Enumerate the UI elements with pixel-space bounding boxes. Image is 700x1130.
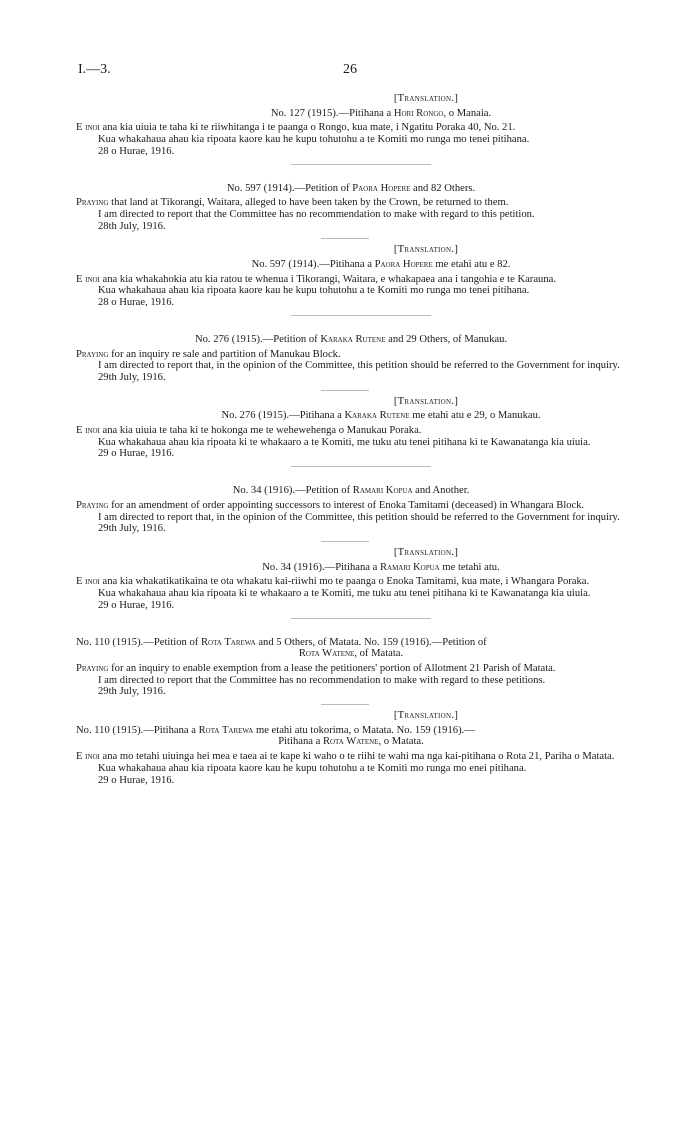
section-divider bbox=[321, 541, 369, 543]
report-date: 29 o Hurae, 1916. bbox=[98, 774, 175, 786]
report-date: 29 o Hurae, 1916. bbox=[98, 599, 175, 611]
petition-title: No. 110 (1915).—Pitihana a Rota Tarewa me etahi atu tokorima, o Matata. No. 159 (1916).— bbox=[76, 724, 475, 736]
petitioner-name: Rota Watene bbox=[322, 736, 379, 748]
document-reference: I.—3. bbox=[78, 62, 111, 77]
translation-label: [Translation.] bbox=[393, 546, 459, 558]
page-header bbox=[0, 62, 700, 84]
section-divider bbox=[321, 390, 369, 392]
petitioner-name: Karaka Rutene bbox=[320, 333, 386, 345]
petition-title: No. 276 (1915).—Pitihana a Karaka Rutene me etahi atu e 29, o Manukau. bbox=[221, 410, 541, 422]
petition-section bbox=[76, 725, 626, 787]
committee-report: Kua whakahaua ahau kia ripoata kaore kau he kupu tohutohu a te Komiti mo runga mo tenei pitihana. bbox=[98, 134, 530, 146]
petition-title: No. 597 (1914).—Petition of Paora Hopere and 82 Others. bbox=[226, 182, 476, 194]
report-date: 28 o Hurae, 1916. bbox=[98, 297, 175, 309]
petition-title-continued: Pitihana a Rota Watene, o Matata. bbox=[278, 736, 424, 748]
petition-body: E inoi ana kia whakatikatikaina te ota whakatu kai-riiwhi mo te paanga o Enoka Tamitami, kua mate, i Whangara Poraka. bbox=[76, 576, 590, 588]
petition-body: E inoi ana mo tetahi uiuinga hei mea e taea ai te kape ki waho o te riihi te wahi ma nga kai-pitihana o Rota 21, Pariha o Matata. bbox=[76, 751, 615, 763]
petitioner-name: Paora Hopere bbox=[352, 182, 411, 194]
petition-body: E inoi ana kia whakahokia atu kia ratou te whenua i Tikorangi, Waitara, e whakapaea ana i tangohia e te Karauna. bbox=[76, 273, 556, 285]
petitioner-name: Paora Hopere bbox=[374, 259, 433, 271]
petitioner-name: Ramari Kopua bbox=[352, 485, 413, 497]
translation-label: [Translation.] bbox=[393, 710, 459, 722]
petitioner-name: Rota Watene bbox=[298, 648, 355, 660]
page-content bbox=[76, 93, 626, 786]
petition-title: No. 597 (1914).—Pitihana a Paora Hopere me etahi atu e 82. bbox=[251, 259, 511, 271]
petitioner-name: Hori Rongo bbox=[393, 107, 444, 119]
translation-label: [Translation.] bbox=[393, 93, 459, 104]
report-date: 28th July, 1916. bbox=[98, 220, 166, 232]
petition-title: No. 110 (1915).—Petition of Rota Tarewa and 5 Others, of Matata. No. 159 (1916).—Petition of bbox=[76, 636, 487, 648]
petition-body: E inoi ana kia uiuia te taha ki te hokonga me te wehewehenga o Manukau Poraka. bbox=[76, 425, 422, 437]
petitioner-name: Rota Tarewa bbox=[198, 724, 254, 736]
petitioner-name: Karaka Rutene bbox=[344, 410, 410, 422]
petition-section bbox=[76, 259, 626, 309]
petition-section bbox=[76, 637, 626, 699]
committee-report: I am directed to report that the Committee has no recommendation to make with regard to these petitions. bbox=[98, 674, 546, 686]
petition-body: Praying for an inquiry re sale and partition of Manukau Block. bbox=[76, 348, 341, 360]
report-date: 28 o Hurae, 1916. bbox=[98, 145, 175, 157]
committee-report: Kua whakahaua ahau kia ripoata kaore kau he kupu tohutohu a te Komiti mo runga mo tenei pitihana. bbox=[98, 285, 530, 297]
petition-title-continued: Rota Watene, of Matata. bbox=[298, 648, 404, 660]
petition-body: Praying for an amendment of order appointing successors to interest of Enoka Tamitami (deceased) in Whangara Block. bbox=[76, 499, 585, 511]
petition-section bbox=[76, 183, 626, 233]
petition-body: Praying for an inquiry to enable exemption from a lease the petitioners' portion of Allotment 21 Parish of Matata. bbox=[76, 662, 556, 674]
section-divider bbox=[321, 704, 369, 706]
report-date: 29th July, 1916. bbox=[98, 371, 166, 383]
translation-label: [Translation.] bbox=[393, 395, 459, 407]
petition-section bbox=[76, 108, 626, 158]
petition-section bbox=[76, 485, 626, 535]
petitioner-name: Ramari Kopua bbox=[379, 561, 440, 573]
page-number: 26 bbox=[343, 62, 357, 77]
report-date: 29th July, 1916. bbox=[98, 523, 166, 535]
petition-title: No. 34 (1916).—Petition of Ramari Kopua and Another. bbox=[232, 485, 470, 497]
committee-report: I am directed to report that, in the opinion of the Committee, this petition should be referred to the Government for inquiry. bbox=[98, 360, 620, 372]
committee-report: Kua whakahaua ahau kia ripoata kaore kau he kupu tohutohu a te Komiti mo runga mo enei pitihana. bbox=[98, 762, 527, 774]
translation-label: [Translation.] bbox=[393, 244, 459, 256]
petition-body: E inoi ana kia uiuia te taha ki te riiwhitanga i te paanga o Rongo, kua mate, i Ngatitu Poraka 40, No. 21. bbox=[76, 122, 516, 134]
petition-body: Praying that land at Tikorangi, Waitara, alleged to have been taken by the Crown, be returned to them. bbox=[76, 197, 509, 209]
committee-report: I am directed to report that, in the opinion of the Committee, this petition should be referred to the Government for inquiry. bbox=[98, 511, 620, 523]
petition-section bbox=[76, 562, 626, 612]
petition-title: No. 276 (1915).—Petition of Karaka Rutene and 29 Others, of Manukau. bbox=[194, 333, 508, 345]
petition-section bbox=[76, 410, 626, 460]
report-date: 29 o Hurae, 1916. bbox=[98, 448, 175, 460]
petition-section bbox=[76, 334, 626, 384]
petition-title: No. 34 (1916).—Pitihana a Ramari Kopua me tetahi atu. bbox=[262, 561, 500, 573]
committee-report: Kua whakahaua ahau kia ripoata ki te whakaaro a te Komiti, me tuku atu tenei pitihana ki te Kawanatanga kia uiuia. bbox=[98, 588, 591, 600]
section-divider bbox=[321, 238, 369, 240]
petitioner-name: Rota Tarewa bbox=[200, 636, 256, 648]
petition-title: No. 127 (1915).—Pitihana a Hori Rongo, o Manaia. bbox=[270, 107, 492, 119]
report-date: 29th July, 1916. bbox=[98, 686, 166, 698]
committee-report: Kua whakahaua ahau kia ripoata ki te whakaaro a te Komiti, me tuku atu tenei pitihana ki te Kawanatanga kia uiuia. bbox=[98, 436, 591, 448]
committee-report: I am directed to report that the Committee has no recommendation to make with regard to this petition. bbox=[98, 208, 535, 220]
